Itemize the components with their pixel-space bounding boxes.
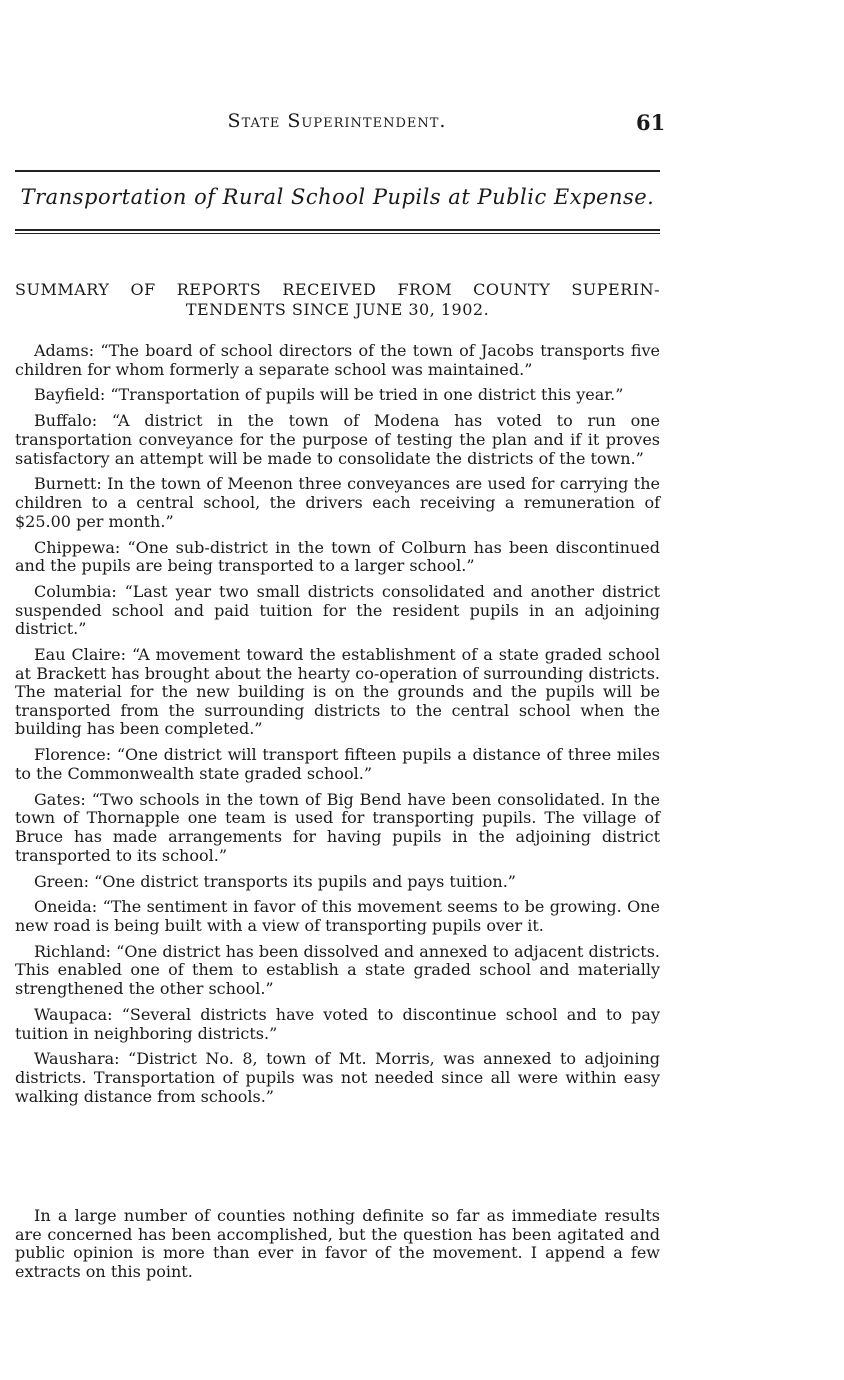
county-entry-florence: Florence: “One district will transport fifteen pupils a distance of three miles to the Commonwealth state graded school.” — [15, 745, 660, 783]
top-rule — [15, 170, 660, 172]
summary-heading-line-1: SUMMARY OF REPORTS RECEIVED FROM COUNTY SUPERIN- — [15, 280, 660, 299]
county-entry-gates: Gates: “Two schools in the town of Big Bend have been consolidated. In the town of Thornapple one team is used for transporting pupils. The village of Bruce has made arrangements for having pupils in the adjoining district transported to its school.” — [15, 789, 660, 865]
county-entry-waupaca: Waupaca: “Several districts have voted to discontinue school and to pay tuition in neighboring districts.” — [15, 1004, 660, 1043]
county-entry-waushara: Waushara: “District No. 8, town of Mt. Morris, was annexed to adjoining districts. Transportation of pupils was not needed since all were within easy walking distance from schools.” — [15, 1049, 660, 1106]
county-entry-buffalo: Buffalo: “A district in the town of Modena has voted to run one transportation conveyance for the purpose of testing the plan and if it proves satisfactory an attempt will be made to consolidate the districts of the town.” — [15, 411, 660, 468]
double-rule-upper — [15, 229, 660, 231]
closing-paragraph: In a large number of counties nothing definite so far as immediate results are concerned has been accomplished, but the question has been agitated and public opinion is more than ever in favor of the movement. I append a few extracts on this point. — [15, 1206, 660, 1281]
county-entry-richland: Richland: “One district has been dissolved and annexed to adjacent districts. This enabled one of them to establish a state graded school and materially strengthened the other school.” — [15, 941, 660, 999]
section-title: Transportation of Rural School Pupils at Public Expense. — [20, 185, 655, 209]
county-entry-bayfield: Bayfield: “Transportation of pupils will be tried in one district this year.” — [34, 385, 624, 405]
county-entry-oneida: Oneida: “The sentiment in favor of this movement seems to be growing. One new road is being built with a view of transporting pupils over it. — [15, 897, 660, 935]
county-entry-burnett: Burnett: In the town of Meenon three conveyances are used for carrying the children to a central school, the drivers each receiving a remuneration of $25.00 per month.” — [15, 474, 660, 531]
summary-heading — [15, 280, 660, 320]
county-entry-columbia: Columbia: “Last year two small districts consolidated and another district suspended school and paid tuition for the resident pupils in an adjoining district.” — [15, 582, 660, 639]
summary-heading-line-2: TENDENTS SINCE JUNE 30, 1902. — [185, 300, 490, 319]
page-number: 61 — [636, 110, 666, 135]
double-rule-lower — [15, 233, 660, 234]
county-entry-green: Green: “One district transports its pupils and pays tuition.” — [34, 871, 516, 891]
county-entry-chippewa: Chippewa: “One sub-district in the town of Colburn has been discontinued and the pupils are being transported to a larger school.” — [15, 537, 660, 576]
county-entry-adams: Adams: “The board of school directors of the town of Jacobs transports five children for whom formerly a separate school was maintained.” — [15, 341, 660, 379]
county-entry-eau-claire: Eau Claire: “A movement toward the establishment of a state graded school at Brackett has brought about the hearty co-operation of surrounding districts. The material for the new building is on the grounds and the pupils will be transported from the surrounding districts to the central school when the building has been completed.” — [15, 645, 660, 739]
running-head: State Superintendent. — [227, 110, 447, 132]
county-report-list — [15, 342, 660, 1114]
